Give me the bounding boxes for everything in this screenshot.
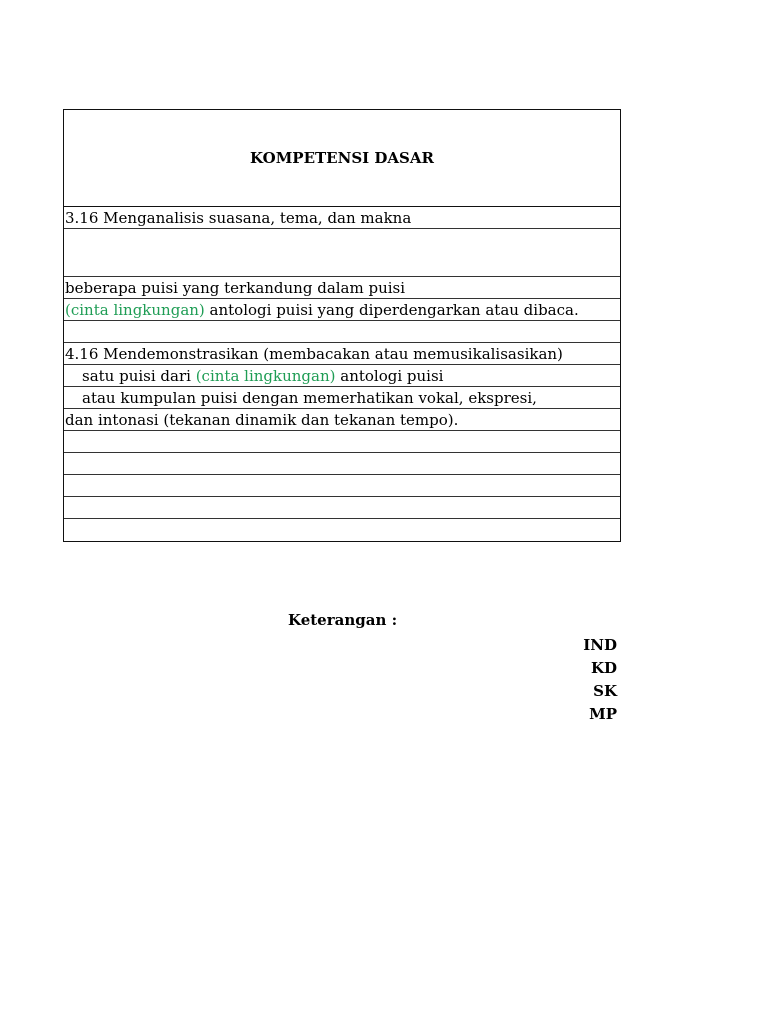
table-row: beberapa puisi yang terkandung dalam puisi	[64, 277, 620, 299]
table-row	[64, 497, 620, 519]
legend-item: IND	[583, 636, 617, 654]
table-row	[64, 519, 620, 541]
highlight-text: (cinta lingkungan)	[65, 301, 205, 319]
table-row: 4.16 Mendemonstrasikan (membacakan atau memusikalisasikan)	[64, 343, 620, 365]
table-header	[64, 110, 620, 207]
legend-item: MP	[589, 705, 617, 723]
table-row	[64, 475, 620, 497]
highlight-text: (cinta lingkungan)	[195, 367, 336, 385]
table-row: (cinta lingkungan) antologi puisi yang diperdengarkan atau dibaca.	[64, 299, 620, 321]
legend-item: KD	[590, 659, 617, 677]
table-row: atau kumpulan puisi dengan memerhatikan vokal, ekspresi,	[64, 387, 620, 409]
table-row: dan intonasi (tekanan dinamik dan tekanan tempo).	[64, 409, 620, 431]
table-row: 3.16 Menganalisis suasana, tema, dan makna	[64, 207, 620, 229]
competency-table	[63, 109, 621, 542]
table-row: satu puisi dari (cinta lingkungan) antologi puisi	[64, 365, 620, 387]
notes-legend	[497, 634, 617, 726]
table-header-title: KOMPETENSI DASAR	[250, 149, 434, 167]
table-row	[64, 321, 620, 343]
notes-title: Keterangan :	[288, 611, 398, 629]
table-row	[64, 431, 620, 453]
table-row	[64, 453, 620, 475]
legend-item: SK	[593, 682, 617, 700]
table-row	[64, 229, 620, 277]
